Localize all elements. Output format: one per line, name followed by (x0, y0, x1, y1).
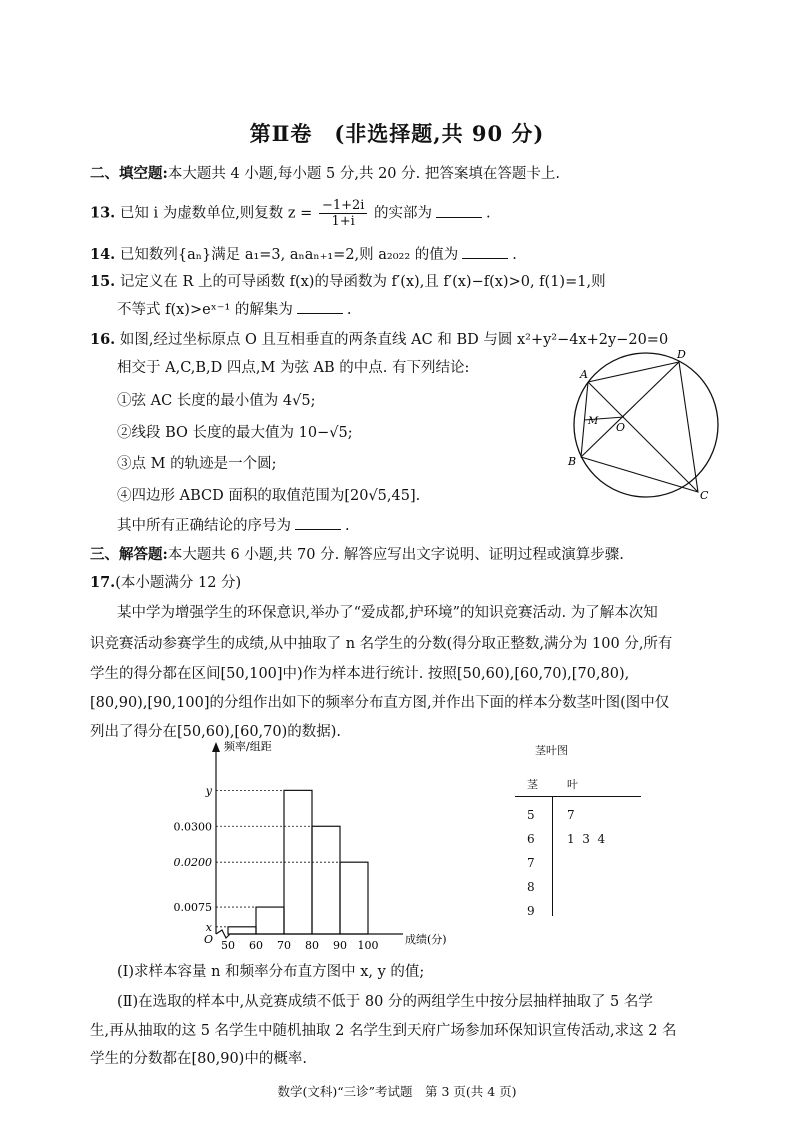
y-axis-arrow (212, 742, 220, 752)
answer-blank (297, 299, 343, 314)
section-instructions: 本大题共 4 小题,每小题 5 分,共 20 分. 把答案填在答题卡上. (167, 166, 560, 182)
y-tick-label: 0.0200 (173, 856, 212, 870)
conclusion-4: ④四边形 ABCD 面积的取值范围为[20√5,45]. (117, 488, 421, 504)
question-number: 16. (90, 331, 116, 348)
histogram-bar (340, 862, 368, 934)
x-tick-label: 60 (249, 939, 263, 951)
question-text: 如图,经过坐标原点 O 且互相垂直的两条直线 AC 和 BD 与圆 x²+y²−4x+2y−20=0 (119, 332, 669, 348)
question-13: 13. 已知 i 为虚数单位,则复数 z = $\frac{-1+2i}{1+i}$ 的实部为 . (90, 198, 491, 229)
question-text: 已知 i 为虚数单位,则复数 z = (119, 205, 313, 222)
section-instructions: 本大题共 6 小题,共 70 分. 解答应写出文字说明、证明过程或演算步骤. (167, 547, 624, 563)
frequency-histogram (168, 736, 468, 951)
conclusion-3: ③点 M 的轨迹是一个圆; (117, 456, 277, 472)
question-16-line2: 相交于 A,C,B,D 四点,M 为弦 AB 的中点. 有下列结论: (117, 360, 470, 376)
header-divider (515, 796, 641, 797)
stem-header: 茎 (527, 778, 538, 791)
x-tick-label: 80 (305, 939, 319, 951)
paragraph-line: 学生的得分都在区间[50,100]中)作为样本进行统计. 按照[50,60),[60,70),[70,80), (90, 666, 630, 682)
conclusion-1: ①弦 AC 长度的最小值为 4√5; (117, 393, 316, 409)
question-17 (90, 571, 241, 592)
y-tick-label: 0.0075 (173, 901, 212, 915)
histogram-bar (228, 927, 256, 934)
question-number: 13. (90, 204, 116, 222)
stem-value: 5 (527, 808, 535, 822)
question-text: 的实部为 (374, 205, 433, 222)
paragraph-line: 识竞赛活动参赛学生的成绩,从中抽取了 n 名学生的分数(得分取正整数,满分为 100 分,所有 (90, 636, 673, 652)
question-16-ask: 其中所有正确结论的序号为 . (117, 514, 350, 535)
chord-bd (581, 362, 679, 457)
label-d: D (677, 348, 686, 361)
label-m: M (588, 416, 599, 427)
origin-label: O (204, 933, 214, 946)
x-tick-label: 100 (357, 939, 379, 951)
label-a: A (580, 368, 588, 381)
y-tick-label: x (205, 920, 212, 934)
section-heading: 二、填空题: (90, 165, 168, 182)
answer-blank (462, 244, 508, 259)
question-number: 17. (90, 574, 116, 591)
part-2-line2: 生,再从抽取的这 5 名学生中随机抽取 2 名学生到天府广场参加环保知识宣传活动,求这 2 名 (90, 1023, 677, 1039)
fraction-denominator: 1+i (331, 214, 355, 229)
stem-leaf-plot (515, 742, 645, 922)
x-axis-label: 成绩(分) (405, 933, 447, 946)
page-title: 第Ⅱ卷 (非选择题,共 90 分) (249, 121, 545, 146)
paragraph-line: 某中学为增强学生的环保意识,举办了“爱成都,护环境”的知识竞赛活动. 为了解本次知 (117, 605, 658, 621)
y-axis-label: 频率/组距 (224, 740, 272, 753)
label-o: O (616, 421, 626, 434)
question-15 (90, 270, 606, 291)
x-tick-label: 90 (333, 939, 347, 951)
stem-value: 9 (527, 904, 535, 918)
stem-leaf-title: 茎叶图 (535, 744, 568, 757)
section-heading: 三、解答题: (90, 546, 168, 563)
question-text: 不等式 f(x)>eˣ⁻¹ 的解集为 (117, 302, 293, 318)
question-score: (本小题满分 12 分) (115, 575, 242, 591)
part-1: (Ⅰ)求样本容量 n 和频率分布直方图中 x, y 的值; (117, 964, 425, 980)
answer-blank (295, 515, 341, 530)
question-text: 记定义在 R 上的可导函数 f(x)的导函数为 f′(x),且 f′(x)−f(x)>0, f(1)=1,则 (119, 274, 606, 290)
stem-value: 7 (527, 856, 535, 870)
question-14: 14. 已知数列{aₙ}满足 a₁=3, aₙaₙ₊₁=2,则 a₂₀₂₂ 的值为 . (90, 246, 517, 263)
fraction (319, 198, 368, 229)
question-text: 其中所有正确结论的序号为 (117, 518, 291, 534)
answer-blank (436, 203, 482, 218)
x-tick-label: 50 (221, 939, 235, 951)
part-2-line3: 学生的分数都在[80,90)中的概率. (90, 1051, 307, 1067)
quadrilateral-abcd (581, 362, 698, 492)
histogram-bar (256, 907, 284, 934)
histogram-bar (312, 826, 340, 934)
page-footer: 数学(文科)“三诊”考试题 第 3 页(共 4 页) (277, 1084, 517, 1099)
paragraph-line: 列出了得分在[50,60),[60,70)的数据). (90, 724, 342, 740)
stem-value: 6 (527, 832, 535, 846)
y-tick-label: y (205, 784, 212, 798)
stem-divider (552, 796, 553, 916)
paragraph-line: [80,90),[90,100]的分组作出如下的频率分布直方图,并作出下面的样本分数茎叶图(图中仅 (90, 695, 670, 711)
section-fill-blank (90, 162, 560, 183)
question-number: 14. (90, 246, 116, 263)
question-text: 已知数列{aₙ}满足 a₁=3, aₙaₙ₊₁=2,则 a₂₀₂₂ 的值为 (119, 247, 459, 263)
label-c: C (700, 489, 709, 502)
part-2-line1: (Ⅱ)在选取的样本中,从竞赛成绩不低于 80 分的两组学生中按分层抽样抽取了 5 名学 (117, 994, 653, 1010)
x-tick-label: 70 (277, 939, 291, 951)
question-15-line2: 不等式 f(x)>eˣ⁻¹ 的解集为 . (117, 298, 352, 319)
fraction-numerator: −1+2i (319, 198, 368, 214)
label-b: B (568, 455, 577, 468)
leaf-values: 7 (567, 808, 575, 822)
circle-figure (566, 345, 726, 505)
stem-value: 8 (527, 880, 535, 894)
y-tick-label: 0.0300 (173, 820, 212, 834)
section-solutions (90, 543, 624, 564)
leaf-header: 叶 (567, 778, 578, 791)
question-number: 15. (90, 273, 116, 290)
conclusion-2: ②线段 BO 长度的最大值为 10−√5; (117, 425, 353, 441)
leaf-values: 1 3 4 (567, 832, 606, 846)
